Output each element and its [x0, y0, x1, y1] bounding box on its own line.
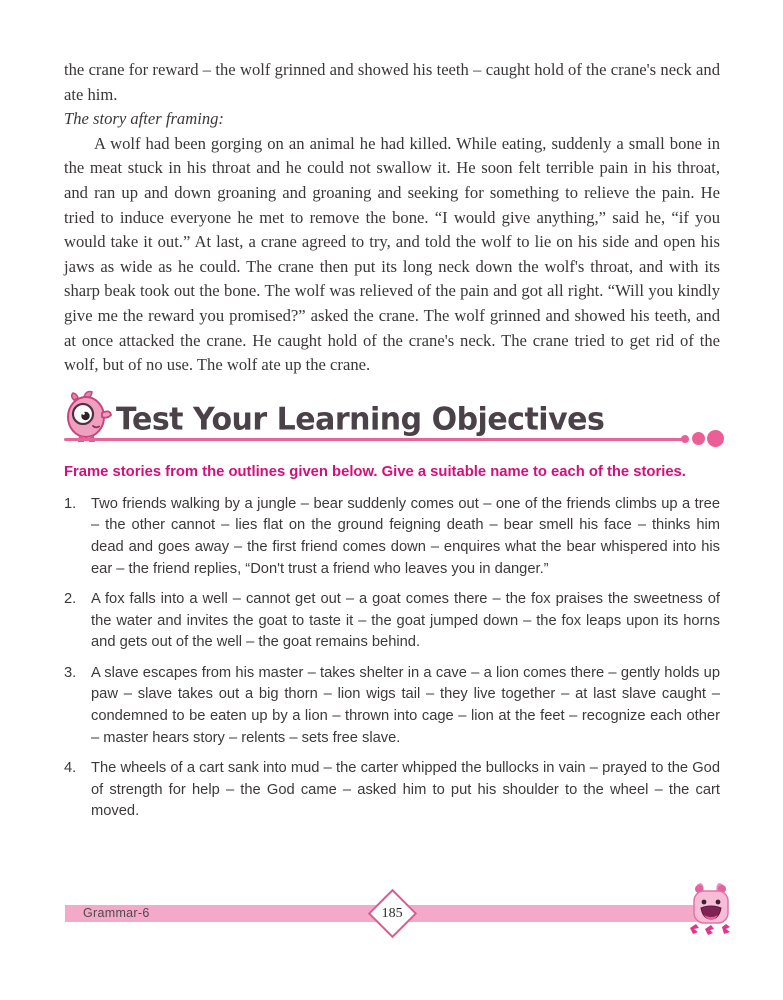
section-title: Test Your Learning Objectives [116, 401, 605, 438]
page-content [64, 58, 720, 832]
page-number-diamond [368, 889, 417, 938]
page-number: 185 [382, 905, 403, 921]
exercise-number: 2. [64, 591, 77, 608]
exercise-text: A slave escapes from his master – takes shelter in a cave – a lion comes there – gently holds up paw – slave takes out a big thorn – lion wigs tail – they live together – at last slave caught – condemned to be eaten up by a lion – thrown into cage – lion at the feet – recognize each other – master hears story – relents – sets free slave. [91, 664, 720, 746]
underline-dot-small [681, 435, 689, 443]
story-section [64, 58, 720, 378]
exercise-number: 3. [64, 664, 77, 681]
underline-dot-large [707, 430, 724, 447]
exercise-text: Two friends walking by a jungle – bear suddenly comes out – one of the friends climbs up a tree – the other cannot – lies flat on the ground feigning death – bear smell his face – thinks him dead and goes away – the first friend comes down – enquires what the bear whispered into his ear – the friend replies, “Don't trust a friend who leaves you in danger.” [91, 495, 720, 577]
exercise-number: 1. [64, 495, 77, 512]
exercise-instruction: Frame stories from the outlines given below. Give a suitable name to each of the stories. [64, 463, 686, 480]
exercise-item [64, 494, 720, 580]
framing-label: The story after framing: [64, 109, 224, 129]
underline-dot-medium [692, 432, 705, 445]
exercise-text: The wheels of a cart sank into mud – the carter whipped the bullocks in vain – prayed to the God of strength for help – the God came – asked him to put his shoulder to the wheel – the cart moved. [91, 760, 720, 820]
footer-bar [65, 905, 715, 922]
exercise-list [64, 494, 720, 823]
footer-mascot-icon [687, 880, 735, 938]
exercise-number: 4. [64, 760, 77, 777]
exercise-text: A fox falls into a well – cannot get out – a goat comes there – the fox praises the sweetness of the water and invites the goat to taste it – the goat jumped down – the fox leaps upon its horns and gets out of the well – the goat remains behind. [91, 591, 720, 651]
exercise-item [64, 589, 720, 654]
framed-story-paragraph: A wolf had been gorging on an animal he had killed. While eating, suddenly a small bone in the meat stuck in his throat and he could not swallow it. He soon felt terrible pain in his throat, and ran up and down groaning and groaning and seeking for something to relieve the pain. He tried to induce everyone he met to remove the bone. “I would give anything,” said he, “if you would take it out.” At last, a crane agreed to try, and told the wolf to lie on his side and open his jaws as wide as he could. The crane then put its long neck down the wolf's throat, and with its sharp beak took out the bone. The wolf was relieved of the pain and got all right. “Will you kindly give me the reward you promised?” asked the crane. The wolf grinned and showed his teeth, and at once attacked the crane. He caught hold of the crane's neck. The crane tried to get rid of the wolf, but of no use. The wolf ate up the crane. [64, 133, 720, 375]
exercise-item [64, 663, 720, 749]
section-heading-block [64, 392, 720, 450]
heading-underline [64, 438, 684, 441]
pink-monster-icon [62, 390, 112, 444]
story-continuation-text: the crane for reward – the wolf grinned and showed his teeth – caught hold of the crane's neck and ate him. [64, 60, 720, 104]
exercise-item [64, 758, 720, 823]
footer-book-label: Grammar-6 [83, 906, 150, 920]
